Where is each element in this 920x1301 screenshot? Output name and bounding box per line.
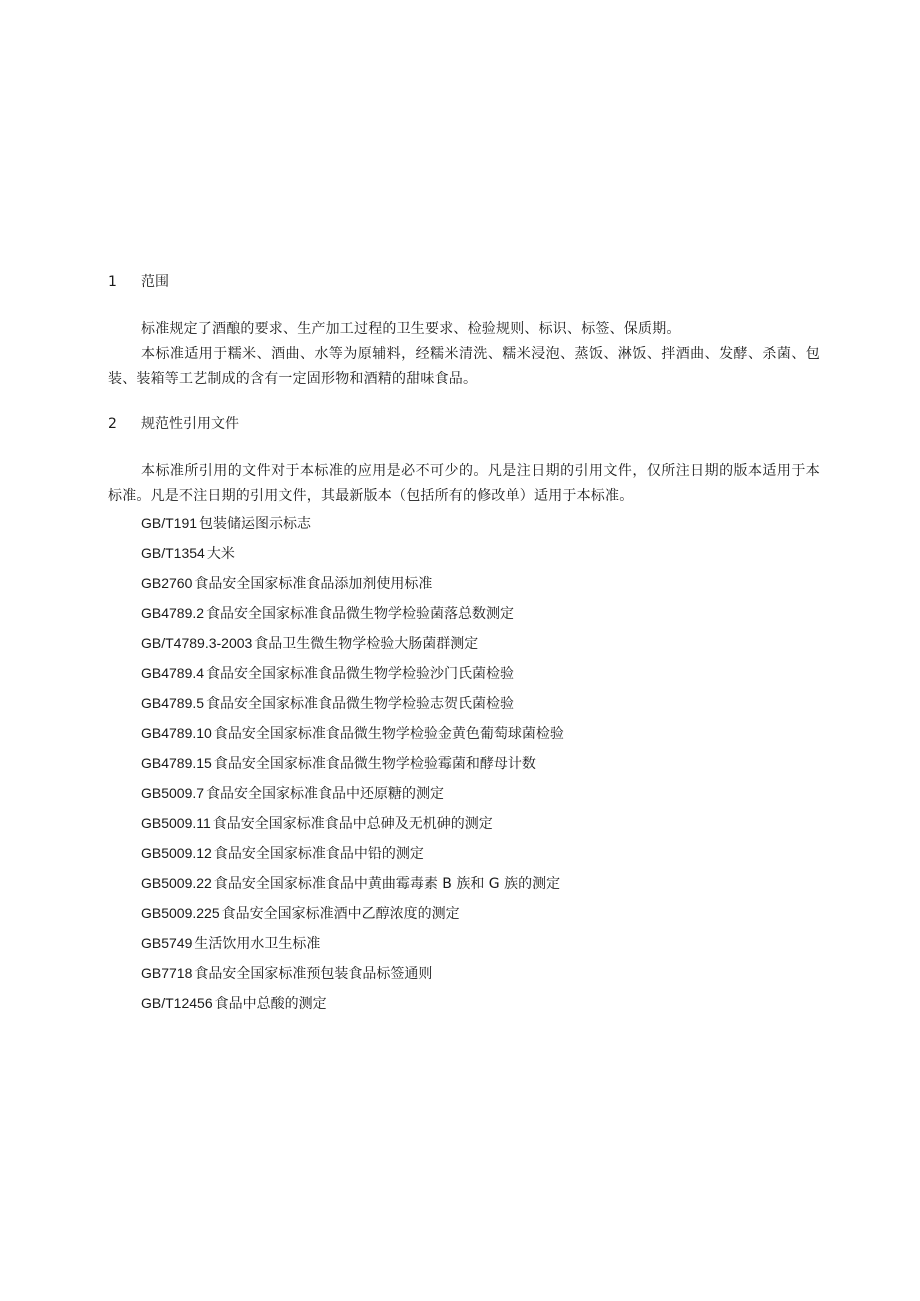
reference-list: [141, 512, 564, 1022]
reference-title: 食品安全国家标准食品微生物学检验金黄色葡萄球菌检验: [213, 726, 564, 742]
reference-title: 食品卫生微生物学检验大肠菌群测定: [254, 636, 479, 652]
reference-code: GB5009.12: [141, 845, 212, 861]
reference-item: [141, 782, 564, 812]
reference-item: [141, 752, 564, 782]
section-2-number: 2: [108, 416, 117, 432]
reference-item: [141, 842, 564, 872]
reference-title: 食品安全国家标准食品中还原糖的测定: [206, 786, 445, 802]
reference-item: [141, 542, 564, 572]
reference-title: 大米: [206, 546, 235, 562]
reference-title: 食品安全国家标准食品中铅的测定: [213, 846, 424, 862]
section-1-title: 范围: [141, 274, 169, 290]
section-1-heading: [108, 272, 169, 292]
reference-title: 食品安全国家标准预包装食品标签通则: [194, 966, 433, 982]
reference-code: GB5009.7: [141, 785, 205, 801]
section-2-heading: [108, 414, 239, 434]
reference-item: [141, 662, 564, 692]
reference-item: [141, 512, 564, 542]
reference-code: GB4789.10: [141, 725, 212, 741]
reference-code: GB/T4789.3-2003: [141, 635, 253, 651]
reference-code: GB/T12456: [141, 995, 213, 1011]
reference-item: [141, 992, 564, 1022]
reference-code: GB5749: [141, 935, 193, 951]
references-intro-paragraph: 本标准所引用的文件对于本标准的应用是必不可少的。凡是注日期的引用文件，仅所注日期的版本适用于本标准。凡是不注日期的引用文件，其最新版本（包括所有的修改单）适用于本标准。: [108, 463, 820, 504]
reference-title: 食品安全国家标准酒中乙醇浓度的测定: [221, 906, 460, 922]
section-1-number: 1: [108, 274, 117, 290]
reference-title: 食品安全国家标准食品微生物学检验菌落总数测定: [206, 606, 515, 622]
reference-item: [141, 902, 564, 932]
reference-item: [141, 932, 564, 962]
reference-code: GB/T191: [141, 515, 198, 531]
scope-paragraph-1: 标准规定了酒酿的要求、生产加工过程的卫生要求、检验规则、标识、标签、保质期。: [141, 321, 681, 337]
reference-item: [141, 572, 564, 602]
reference-title: 生活饮用水卫生标准: [194, 936, 321, 952]
reference-code: GB2760: [141, 575, 193, 591]
reference-title: 食品安全国家标准食品微生物学检验志贺氏菌检验: [206, 696, 515, 712]
reference-title: 食品安全国家标准食品中总砷及无机砷的测定: [212, 816, 493, 832]
reference-item: [141, 632, 564, 662]
reference-code: GB4789.4: [141, 665, 205, 681]
reference-item: [141, 872, 564, 902]
reference-code: GB5009.11: [141, 815, 211, 831]
reference-title: 包装储运图示标志: [199, 516, 312, 532]
reference-code: GB7718: [141, 965, 193, 981]
section-2-title: 规范性引用文件: [141, 416, 239, 432]
reference-code: GB/T1354: [141, 545, 205, 561]
reference-code: GB5009.22: [141, 875, 212, 891]
reference-item: [141, 722, 564, 752]
reference-item: [141, 812, 564, 842]
reference-code: GB5009.225: [141, 905, 220, 921]
reference-code: GB4789.2: [141, 605, 205, 621]
scope-paragraph-2: 本标准适用于糯米、酒曲、水等为原辅料，经糯米清洗、糯米浸泡、蒸饭、淋饭、拌酒曲、发酵、杀菌、包装、装箱等工艺制成的含有一定固形物和酒精的甜味食品。: [108, 346, 820, 387]
reference-item: [141, 692, 564, 722]
reference-code: GB4789.5: [141, 695, 205, 711]
reference-item: [141, 602, 564, 632]
reference-title: 食品中总酸的测定: [214, 996, 327, 1012]
reference-title: 食品安全国家标准食品微生物学检验沙门氏菌检验: [206, 666, 515, 682]
reference-title: 食品安全国家标准食品微生物学检验霉菌和酵母计数: [213, 756, 536, 772]
reference-code: GB4789.15: [141, 755, 212, 771]
reference-title: 食品安全国家标准食品添加剂使用标准: [194, 576, 433, 592]
reference-item: [141, 962, 564, 992]
reference-title: 食品安全国家标准食品中黄曲霉毒素 B 族和 G 族的测定: [213, 876, 561, 892]
